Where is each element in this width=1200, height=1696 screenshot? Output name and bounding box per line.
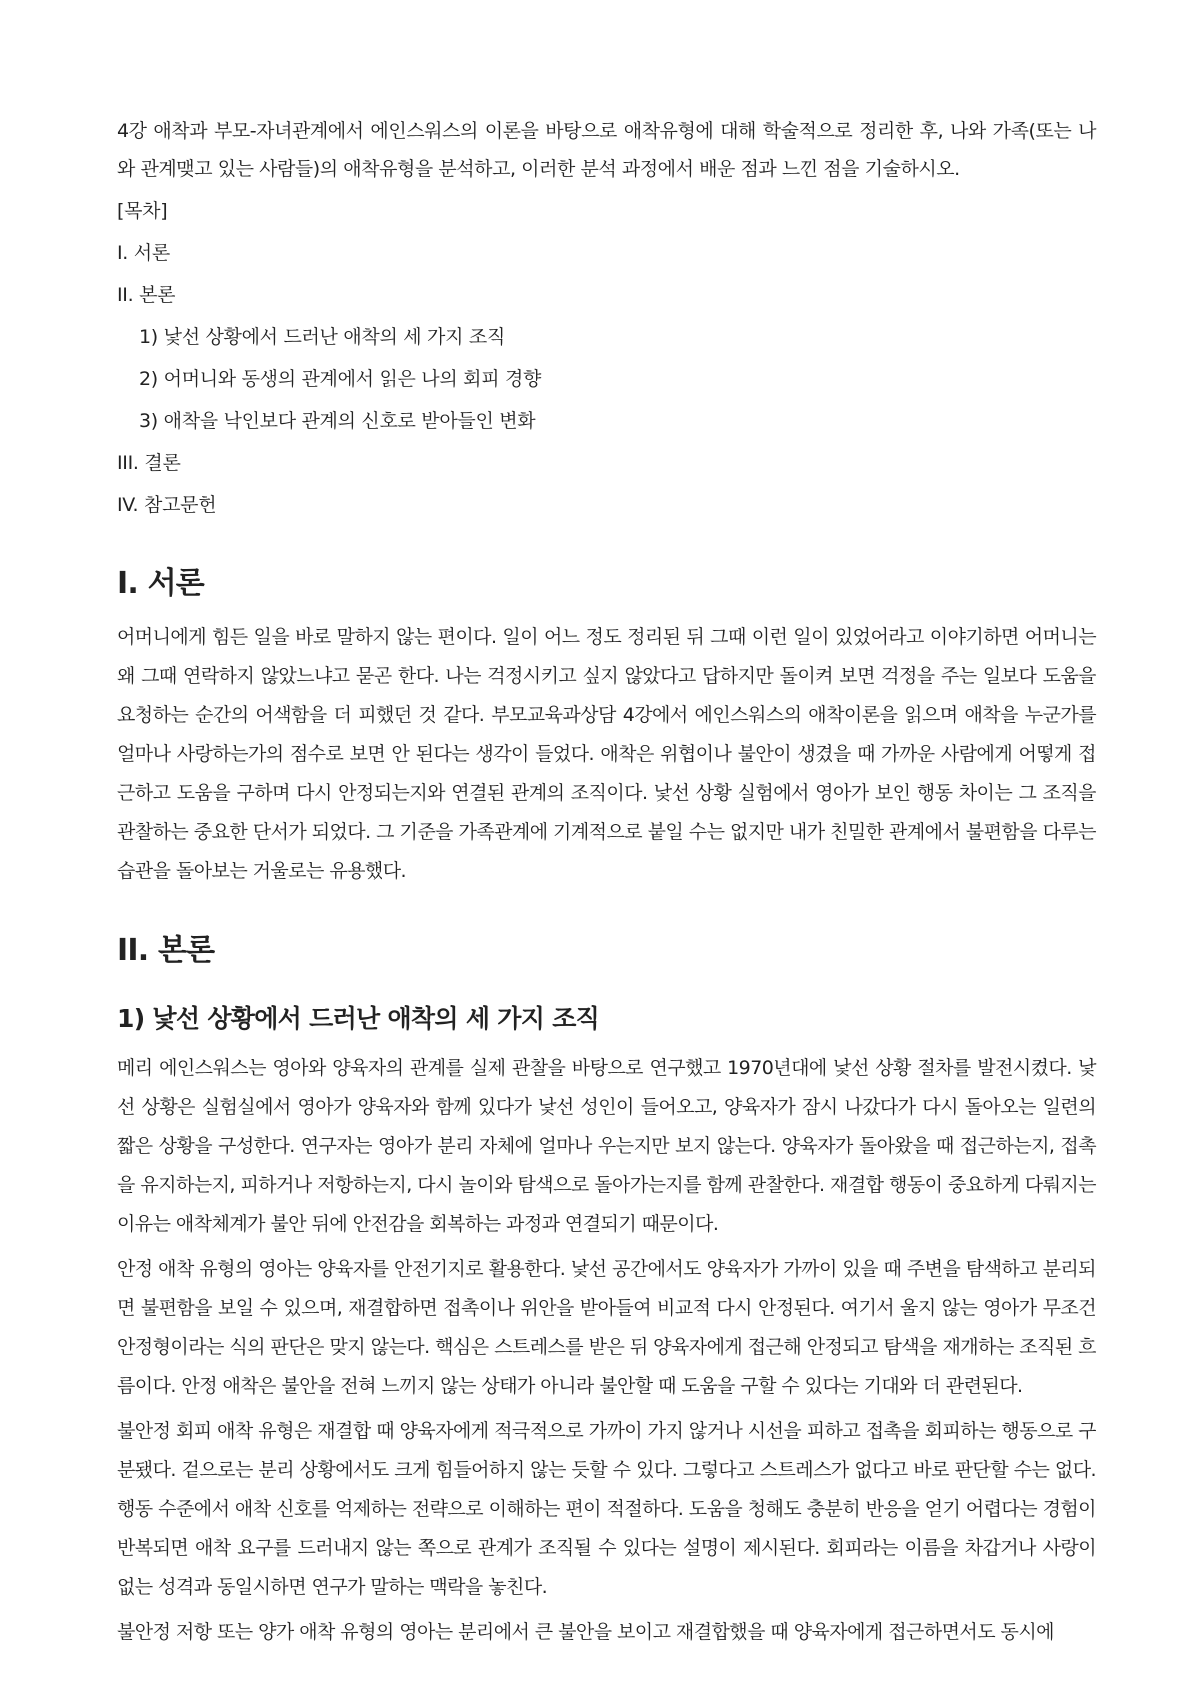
toc-item-body: II. 본론 — [117, 284, 176, 306]
intro-paragraph: 어머니에게 힘든 일을 바로 말하지 않는 편이다. 일이 어느 정도 정리된 뒤 그때 이런 일이 있었어라고 이야기하면 어머니는 왜 그때 연락하지 않았느냐고 묻곤 한다. 나는 걱정시키고 싶지 않았다고 답하지만 돌이켜 보면 걱정을 주는 일보다 도움을 요청하는 순간의 어색함을 더 피했던 것 같다. 부모교육과상담 4강에서 에인스워스의 애착이론을 읽으며 애착을 누군가를 얼마나 사랑하는가의 점수로 보면 안 된다는 생각이 들었다. 애착은 위협이나 불안이 생겼을 때 가까운 사람에게 어떻게 접근하고 도움을 구하며 다시 안정되는지와 연결된 관계의 조직이다. 낯선 상황 실험에서 영아가 보인 행동 차이는 그 조직을 관찰하는 중요한 단서가 되었다. 그 기준을 가족관계에 기계적으로 붙일 수는 없지만 내가 친밀한 관계에서 불편함을 다루는 습관을 돌아보는 거울로는 유용했다. — [117, 626, 1096, 882]
section1-paragraph: 안정 애착 유형의 영아는 양육자를 안전기지로 활용한다. 낯선 공간에서도 양육자가 가까이 있을 때 주변을 탐색하고 분리되면 불편함을 보일 수 있으며, 재결합하면 접촉이나 위안을 받아들여 비교적 다시 안정된다. 여기서 울지 않는 영아가 무조건 안정형이라는 식의 판단은 맞지 않는다. 핵심은 스트레스를 받은 뒤 양육자에게 접근해 안정되고 탐색을 재개하는 조직된 흐름이다. 안정 애착은 불안을 전혀 느끼지 않는 상태가 아니라 불안할 때 도움을 구할 수 있다는 기대와 더 관련된다. — [117, 1258, 1096, 1397]
assignment-prompt: 4강 애착과 부모-자녀관계에서 에인스워스의 이론을 바탕으로 애착유형에 대해 학술적으로 정리한 후, 나와 가족(또는 나와 관계맺고 있는 사람들)의 애착유형을 분석하고, 이러한 분석 과정에서 배운 점과 느낀 점을 기술하시오. — [117, 120, 1096, 180]
section1-paragraph: 메리 에인스워스는 영아와 양육자의 관계를 실제 관찰을 바탕으로 연구했고 1970년대에 낯선 상황 절차를 발전시켰다. 낯선 상황은 실험실에서 영아가 양육자와 함께 있다가 낯선 성인이 들어오고, 양육자가 잠시 나갔다가 다시 돌아오는 일련의 짧은 상황을 구성한다. 연구자는 영아가 분리 자체에 얼마나 우는지만 보지 않는다. 양육자가 돌아왔을 때 접근하는지, 접촉을 유지하는지, 피하거나 저항하는지, 다시 놀이와 탐색으로 돌아가는지를 함께 관찰한다. 재결합 행동이 중요하게 다뤄지는 이유는 애착체계가 불안 뒤에 안전감을 회복하는 과정과 연결되기 때문이다. — [117, 1057, 1096, 1235]
intro-heading: I. 서론 — [117, 566, 204, 601]
toc-item-body-3: 3) 애착을 낙인보다 관계의 신호로 받아들인 변화 — [139, 410, 536, 432]
toc-item-intro: I. 서론 — [117, 242, 170, 264]
table-of-contents — [117, 192, 1096, 524]
toc-item-body-2: 2) 어머니와 동생의 관계에서 읽은 나의 회피 경향 — [139, 368, 542, 390]
toc-heading: [목차] — [117, 200, 168, 222]
toc-item-conclusion: III. 결론 — [117, 452, 181, 474]
toc-item-body-1: 1) 낯선 상황에서 드러난 애착의 세 가지 조직 — [139, 326, 505, 348]
body-heading: II. 본론 — [117, 933, 215, 968]
section1-heading: 1) 낯선 상황에서 드러난 애착의 세 가지 조직 — [117, 1004, 600, 1033]
section1-paragraph: 불안정 회피 애착 유형은 재결합 때 양육자에게 적극적으로 가까이 가지 않거나 시선을 피하고 접촉을 회피하는 행동으로 구분됐다. 겉으로는 분리 상황에서도 크게 힘들어하지 않는 듯할 수 있다. 그렇다고 스트레스가 없다고 바로 판단할 수는 없다. 행동 수준에서 애착 신호를 억제하는 전략으로 이해하는 편이 적절하다. 도움을 청해도 충분히 반응을 얻기 어렵다는 경험이 반복되면 애착 요구를 드러내지 않는 쪽으로 관계가 조직될 수 있다는 설명이 제시된다. 회피라는 이름을 차갑거나 사랑이 없는 성격과 동일시하면 연구가 말하는 맥락을 놓친다. — [117, 1420, 1096, 1598]
section1-paragraph: 불안정 저항 또는 양가 애착 유형의 영아는 분리에서 큰 불안을 보이고 재결합했을 때 양육자에게 접근하면서도 동시에 — [117, 1621, 1054, 1643]
toc-item-references: IV. 참고문헌 — [117, 494, 217, 516]
